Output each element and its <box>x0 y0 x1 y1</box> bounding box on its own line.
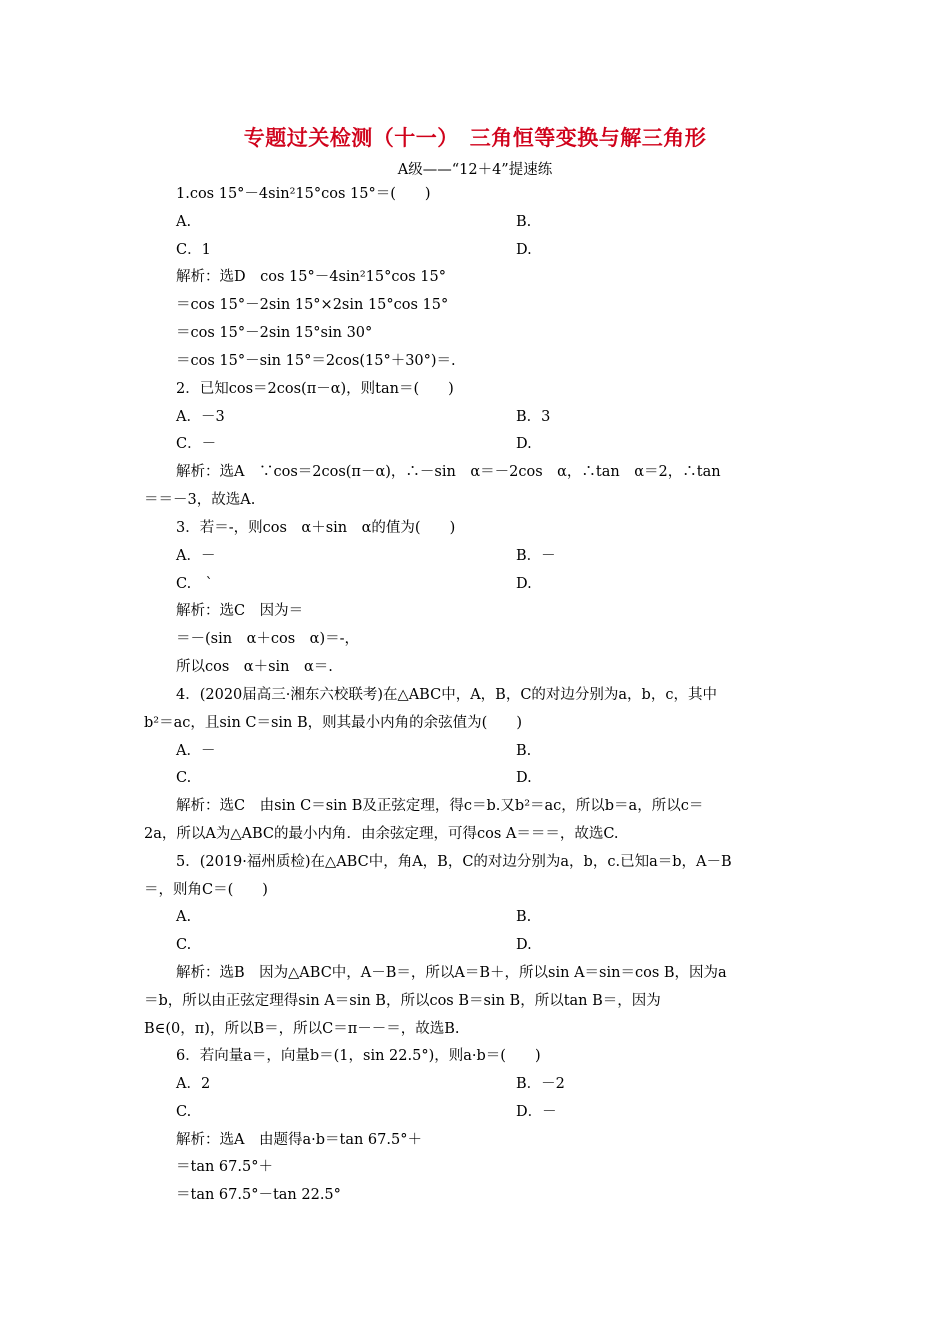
option-b: B．－2 <box>516 1076 565 1092</box>
option-a: A. <box>176 909 192 925</box>
option-b: B．3 <box>516 409 551 425</box>
solution-line: 2a，所以A为△ABC的最小内角．由余弦定理，可得cos A＝＝＝，故选C. <box>144 826 619 842</box>
solution-line: 解析：选C 因为＝ <box>176 603 304 619</box>
option-a: A．－3 <box>176 409 225 425</box>
solution-line: 解析：选B 因为△ABC中，A－B＝，所以A＝B＋，所以sin A＝sin＝cos B，因为a <box>176 965 727 981</box>
option-d: D. <box>516 576 532 592</box>
option-c: C. <box>176 937 192 953</box>
option-d: D. <box>516 242 532 258</box>
option-d: D．－ <box>516 1104 557 1120</box>
solution-line: 解析：选A ∵cos＝2cos(π－α)，∴－sin α＝－2cos α，∴tan α＝2，∴tan <box>176 464 721 480</box>
option-d: D. <box>516 436 532 452</box>
solution-line: ＝b，所以由正弦定理得sin A＝sin B，所以cos B＝sin B，所以tan B＝，因为 <box>144 993 661 1009</box>
solution-line: ＝tan 67.5°＋ <box>176 1159 273 1175</box>
question-1: 1.cos 15°－4sin²15°cos 15°＝( ) <box>176 186 431 202</box>
question-6: 6．若向量a＝，向量b＝(1，sin 22.5°)，则a·b＝( ) <box>176 1048 541 1064</box>
question-5: 5．(2019·福州质检)在△ABC中，角A，B，C的对边分别为a，b，c.已知a＝b，A－B <box>176 854 732 870</box>
solution-line: ＝cos 15°－sin 15°＝2cos(15°＋30°)＝. <box>176 353 456 369</box>
option-b: B. <box>516 214 532 230</box>
solution-line: 解析：选A 由题得a·b＝tan 67.5°＋ <box>176 1132 422 1148</box>
solution-line: 解析：选C 由sin C＝sin B及正弦定理，得c＝b.又b²＝ac，所以b＝a，所以c＝ <box>176 798 704 814</box>
option-a: A．－ <box>176 548 216 564</box>
solution-line: ＝＝－3，故选A. <box>144 492 256 508</box>
option-d: D. <box>516 770 532 786</box>
option-c: C. ` <box>176 576 213 592</box>
option-b: B. <box>516 743 532 759</box>
solution-line: ＝cos 15°－2sin 15°sin 30° <box>176 325 373 341</box>
option-a: A. <box>176 214 192 230</box>
solution-line: ＝－(sin α＋cos α)＝-， <box>176 631 360 647</box>
solution-line: B∈(0，π)，所以B＝，所以C＝π－－＝，故选B. <box>144 1021 460 1037</box>
solution-line: 所以cos α＋sin α＝. <box>176 659 333 675</box>
option-b: B．－ <box>516 548 556 564</box>
question-5-cont: ＝，则角C＝( ) <box>144 882 268 898</box>
option-c: C. <box>176 770 192 786</box>
option-d: D. <box>516 937 532 953</box>
solution-line: 解析：选D cos 15°－4sin²15°cos 15° <box>176 269 446 285</box>
question-4: 4．(2020届高三·湘东六校联考)在△ABC中，A，B，C的对边分别为a，b，c，其中 <box>176 687 717 703</box>
solution-line: ＝tan 67.5°－tan 22.5° <box>176 1187 341 1203</box>
option-b: B. <box>516 909 532 925</box>
question-2: 2．已知cos＝2cos(π－α)，则tan＝( ) <box>176 381 454 397</box>
option-c: C．－ <box>176 436 217 452</box>
option-c: C．1 <box>176 242 211 258</box>
option-a: A．2 <box>176 1076 211 1092</box>
solution-line: ＝cos 15°－2sin 15°×2sin 15°cos 15° <box>176 297 449 313</box>
page-title: 专题过关检测（十一） 三角恒等变换与解三角形 <box>243 125 707 150</box>
question-3: 3．若＝-，则cos α＋sin α的值为( ) <box>176 520 456 536</box>
section-subtitle: A级——“12＋4”提速练 <box>397 162 553 178</box>
option-c: C. <box>176 1104 192 1120</box>
question-4-cont: b²＝ac，且sin C＝sin B，则其最小内角的余弦值为( ) <box>144 715 522 731</box>
option-a: A．－ <box>176 743 216 759</box>
